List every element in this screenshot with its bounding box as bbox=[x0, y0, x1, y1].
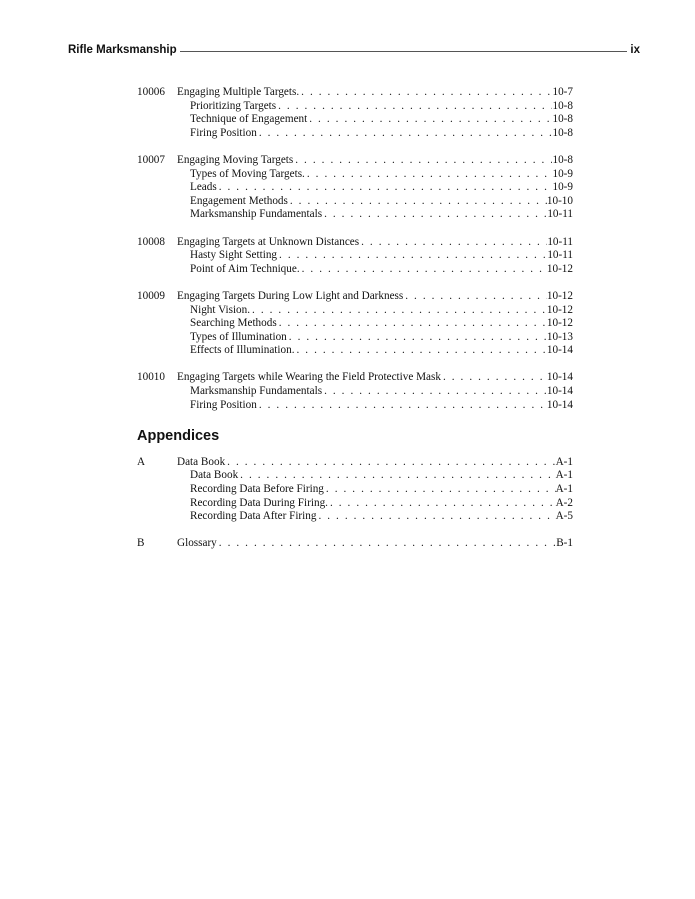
toc-entry-number: 10010 bbox=[137, 371, 165, 384]
toc-entry-page: 10-12 bbox=[546, 289, 573, 302]
toc-entry-page: A-1 bbox=[555, 455, 573, 468]
dot-leader bbox=[307, 113, 552, 127]
toc-subentry[interactable] bbox=[137, 208, 573, 222]
toc-subentry-page: A-5 bbox=[555, 510, 573, 523]
header-page-number: ix bbox=[630, 44, 640, 56]
toc-subentry-title: Firing Position bbox=[190, 126, 257, 139]
toc-entry[interactable] bbox=[137, 154, 573, 168]
toc-subentry[interactable] bbox=[137, 263, 573, 277]
toc-subentry-page: 10-9 bbox=[552, 167, 573, 180]
toc-entry-page: 10-14 bbox=[546, 371, 573, 384]
toc-section bbox=[137, 154, 573, 222]
toc-subentry-title: Recording Data After Firing bbox=[190, 510, 317, 523]
toc-subentry-title: Hasty Sight Setting bbox=[190, 249, 278, 262]
toc-section bbox=[137, 371, 573, 412]
toc-entry[interactable] bbox=[137, 371, 573, 385]
dot-leader bbox=[441, 371, 547, 385]
toc-entry[interactable] bbox=[137, 236, 573, 250]
toc-subentry-title: Searching Methods bbox=[190, 317, 277, 330]
toc-subentry[interactable] bbox=[137, 331, 573, 345]
toc-subentry[interactable] bbox=[137, 127, 573, 141]
toc-subentry[interactable] bbox=[137, 304, 573, 318]
toc-subentry-title: Recording Data Before Firing bbox=[190, 483, 324, 496]
toc-subentry-page: 10-12 bbox=[546, 317, 573, 330]
toc-section bbox=[137, 290, 573, 358]
toc-subentry-page: A-2 bbox=[555, 496, 573, 509]
toc-subentry-title: Types of Illumination bbox=[190, 330, 287, 343]
toc-subentry[interactable] bbox=[137, 510, 573, 524]
toc-entry[interactable] bbox=[137, 537, 573, 551]
toc-entry-number: B bbox=[137, 537, 145, 550]
toc-subentry-title: Night Vision. bbox=[190, 303, 251, 316]
toc-entry-number: 10007 bbox=[137, 153, 165, 166]
toc-entry-title: Engaging Targets at Unknown Distances bbox=[177, 235, 360, 248]
toc-subentry-page: 10-14 bbox=[546, 344, 573, 357]
dot-leader bbox=[324, 483, 556, 497]
toc-subentry[interactable] bbox=[137, 399, 573, 413]
toc-entry-page: 10-8 bbox=[552, 153, 573, 166]
dot-leader bbox=[288, 195, 547, 209]
toc-subentry[interactable] bbox=[137, 168, 573, 182]
toc-subentry-page: 10-13 bbox=[546, 330, 573, 343]
toc-subentry-title: Types of Moving Targets. bbox=[190, 167, 305, 180]
dot-leader bbox=[328, 497, 556, 511]
toc-section bbox=[137, 236, 573, 277]
toc-entry-title: Engaging Targets while Wearing the Field Protective Mask bbox=[177, 371, 441, 384]
toc-entry-title: Glossary bbox=[177, 537, 217, 550]
dot-leader bbox=[238, 469, 555, 483]
toc-subentry[interactable] bbox=[137, 100, 573, 114]
toc-subentry[interactable] bbox=[137, 113, 573, 127]
dot-leader bbox=[287, 331, 547, 345]
toc-subentry-title: Effects of Illumination. bbox=[190, 344, 295, 357]
toc-subentry[interactable] bbox=[137, 195, 573, 209]
dot-leader bbox=[403, 290, 547, 304]
dot-leader bbox=[217, 181, 553, 195]
toc-entry-title: Engaging Moving Targets bbox=[177, 153, 294, 166]
toc-entry[interactable] bbox=[137, 86, 573, 100]
dot-leader bbox=[277, 317, 547, 331]
toc-entry-page: 10-11 bbox=[547, 235, 573, 248]
dot-leader bbox=[316, 510, 555, 524]
table-of-contents bbox=[137, 86, 573, 565]
dot-leader bbox=[305, 168, 553, 182]
header-rule bbox=[180, 51, 628, 52]
toc-subentry-title: Data Book bbox=[190, 469, 239, 482]
toc-subentry[interactable] bbox=[137, 385, 573, 399]
toc-subentry-page: A-1 bbox=[555, 483, 573, 496]
toc-subentry[interactable] bbox=[137, 249, 573, 263]
toc-section bbox=[137, 456, 573, 524]
toc-subentry-page: 10-14 bbox=[546, 385, 573, 398]
dot-leader bbox=[257, 399, 547, 413]
dot-leader bbox=[322, 385, 547, 399]
toc-subentry[interactable] bbox=[137, 181, 573, 195]
toc-subentry-title: Marksmanship Fundamentals bbox=[190, 208, 323, 221]
toc-entry-title: Engaging Multiple Targets. bbox=[177, 86, 300, 98]
toc-subentry-title: Recording Data During Firing. bbox=[190, 496, 328, 509]
dot-leader bbox=[276, 100, 552, 114]
toc-entry-page: B-1 bbox=[556, 537, 573, 550]
toc-subentry-page: 10-8 bbox=[552, 99, 573, 112]
toc-subentry-title: Technique of Engagement bbox=[190, 113, 308, 126]
toc-section bbox=[137, 537, 573, 551]
dot-leader bbox=[293, 154, 552, 168]
toc-subentry-page: 10-10 bbox=[546, 194, 573, 207]
toc-subentry-title: Firing Position bbox=[190, 398, 257, 411]
dot-leader bbox=[257, 127, 553, 141]
toc-subentry[interactable] bbox=[137, 469, 573, 483]
header-title: Rifle Marksmanship bbox=[68, 44, 177, 56]
dot-leader bbox=[225, 456, 555, 470]
toc-subentry-title: Leads bbox=[190, 181, 217, 194]
toc-subentry[interactable] bbox=[137, 483, 573, 497]
dot-leader bbox=[250, 304, 547, 318]
toc-entry-page: 10-7 bbox=[552, 86, 573, 98]
dot-leader bbox=[295, 344, 547, 358]
toc-entry-number: 10006 bbox=[137, 86, 165, 98]
toc-entry-number: 10008 bbox=[137, 235, 165, 248]
toc-entry-title: Data Book bbox=[177, 455, 226, 468]
toc-entry-number: 10009 bbox=[137, 289, 165, 302]
toc-subentry-page: 10-11 bbox=[547, 249, 573, 262]
toc-subentry-page: A-1 bbox=[555, 469, 573, 482]
toc-subentry-page: 10-14 bbox=[546, 398, 573, 411]
dot-leader bbox=[277, 249, 547, 263]
toc-subentry-page: 10-8 bbox=[552, 113, 573, 126]
toc-subentry-title: Marksmanship Fundamentals bbox=[190, 385, 323, 398]
toc-subentry-page: 10-12 bbox=[546, 262, 573, 275]
toc-subentry-title: Point of Aim Technique. bbox=[190, 262, 300, 275]
dot-leader bbox=[359, 236, 547, 250]
toc-subentry[interactable] bbox=[137, 344, 573, 358]
dot-leader bbox=[300, 263, 547, 277]
dot-leader bbox=[299, 86, 552, 100]
toc-subentry[interactable] bbox=[137, 317, 573, 331]
toc-section bbox=[137, 86, 573, 140]
toc-entry-title: Engaging Targets During Low Light and Darkness bbox=[177, 289, 404, 302]
running-header bbox=[68, 41, 640, 59]
toc-subentry-page: 10-8 bbox=[552, 126, 573, 139]
toc-subentry[interactable] bbox=[137, 497, 573, 511]
toc-subentry-page: 10-12 bbox=[546, 303, 573, 316]
toc-subentry-page: 10-11 bbox=[547, 208, 573, 221]
toc-subentry-title: Prioritizing Targets bbox=[190, 99, 277, 112]
toc-entry[interactable] bbox=[137, 456, 573, 470]
dot-leader bbox=[217, 537, 556, 551]
toc-entry-number: A bbox=[137, 455, 146, 468]
toc-subentry-title: Engagement Methods bbox=[190, 194, 288, 207]
toc-entry[interactable] bbox=[137, 290, 573, 304]
appendices-heading: Appendices bbox=[137, 427, 220, 444]
toc-subentry-page: 10-9 bbox=[552, 181, 573, 194]
dot-leader bbox=[322, 208, 547, 222]
